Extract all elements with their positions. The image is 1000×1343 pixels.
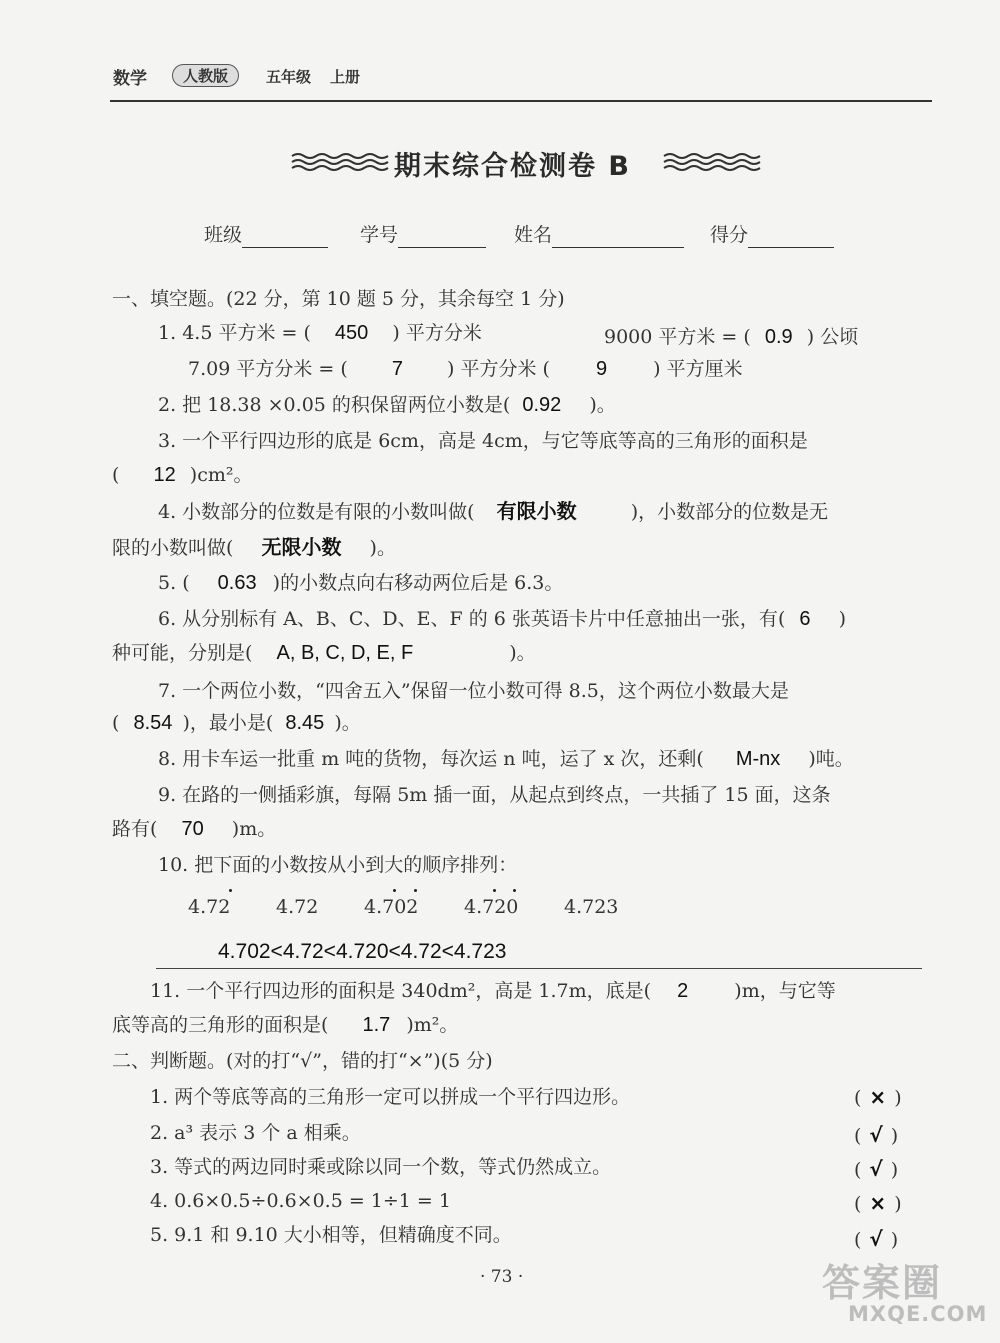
- q11-answer-2: 1.7: [362, 1014, 391, 1036]
- judge-mark-3: ( √ ): [854, 1157, 899, 1181]
- q4-line2: 限的小数叫做( 无限小数 )。: [112, 535, 396, 559]
- q11-answer-1: 2: [677, 980, 689, 1002]
- q10-number-1: 4.72: [188, 896, 231, 918]
- q10-number-2: 4.72: [276, 896, 319, 918]
- judge-mark-5: ( √ ): [854, 1227, 899, 1251]
- title-wave-right-icon: [662, 150, 762, 172]
- q2-answer: 0.92: [522, 394, 562, 416]
- q6-line2: 种可能，分别是( A, B, C, D, E, F )。: [112, 642, 536, 664]
- q1-answer-c1: 7: [391, 358, 403, 380]
- header-volume: 上册: [330, 68, 361, 86]
- q3-line1: 3. 一个平行四边形的底是 6cm，高是 4cm，与它等底等高的三角形的面积是: [158, 430, 808, 452]
- q9-answer: 70: [181, 818, 204, 840]
- q10-answer: 4.702<4.72<4.720<4.72<4.723: [218, 940, 507, 963]
- info-class: 班级: [204, 222, 328, 248]
- judge-mark-1: ( × ): [854, 1085, 902, 1109]
- q7-answer-2: 8.45: [285, 712, 325, 734]
- page-title: 期末综合检测卷 B: [394, 151, 631, 182]
- judge-mark-4: ( × ): [854, 1191, 902, 1215]
- q10-answer-line: [156, 968, 922, 969]
- q3-line2: ( 12 )cm²。: [112, 464, 253, 486]
- repeating-dot: [393, 889, 396, 892]
- q11-line1: 11. 一个平行四边形的面积是 340dm²，高是 1.7m，底是( 2 )m，与它等: [150, 980, 836, 1002]
- q2-line: 2. 把 18.38 ×0.05 的积保留两位小数是( 0.92 )。: [158, 394, 616, 416]
- judge-item-3: 3. 等式的两边同时乘或除以同一个数，等式仍然成立。: [150, 1156, 612, 1178]
- repeating-dot: [414, 889, 417, 892]
- repeating-dot: [229, 889, 232, 892]
- info-score: 得分: [710, 222, 834, 248]
- q9-line1: 9. 在路的一侧插彩旗，每隔 5m 插一面，从起点到终点，一共插了 15 面，这条: [158, 784, 831, 806]
- judge-item-2: 2. a³ 表示 3 个 a 相乘。: [150, 1122, 361, 1144]
- q1-line2: 7.09 平方分米 = ( 7 ) 平方分米 ( 9 ) 平方厘米: [188, 358, 743, 380]
- q1-answer-b: 0.9: [764, 326, 793, 348]
- info-name: 姓名: [514, 222, 684, 248]
- q11-line2: 底等高的三角形的面积是( 1.7 )m²。: [112, 1014, 459, 1036]
- q6-answer-1: 6: [799, 608, 811, 630]
- q10-text: 10. 把下面的小数按从小到大的顺序排列：: [158, 854, 518, 876]
- q4-line1: 4. 小数部分的位数是有限的小数叫做( 有限小数 )，小数部分的位数是无: [158, 499, 829, 523]
- q8-line: 8. 用卡车运一批重 m 吨的货物，每次运 n 吨，运了 x 次，还剩( M-nx )吨。: [158, 748, 854, 770]
- judge-item-4: 4. 0.6×0.5÷0.6×0.5 = 1÷1 = 1: [150, 1190, 451, 1212]
- q7-answer-1: 8.54: [133, 712, 173, 734]
- judge-item-1: 1. 两个等底等高的三角形一定可以拼成一个平行四边形。: [150, 1086, 631, 1108]
- info-number: 学号: [360, 222, 486, 248]
- q8-answer: M-nx: [735, 748, 781, 770]
- watermark-logo: 答案圈: [822, 1261, 943, 1305]
- header-grade: 五年级: [266, 68, 312, 86]
- header-rule: [110, 100, 932, 102]
- q10-number-5: 4.723: [564, 896, 619, 918]
- repeating-dot: [513, 889, 516, 892]
- section2-heading: 二、判断题。(对的打“√”，错的打“×”)(5 分): [112, 1050, 493, 1072]
- header-subject: 数学: [113, 69, 147, 89]
- q3-answer: 12: [153, 464, 176, 486]
- q10-number-3: 4.702: [364, 896, 419, 918]
- header-edition-badge: 人教版: [172, 64, 239, 87]
- section1-heading: 一、填空题。(22 分，第 10 题 5 分，其余每空 1 分): [112, 288, 565, 310]
- repeating-dot: [493, 889, 496, 892]
- q5-line: 5. ( 0.63 )的小数点向右移动两位后是 6.3。: [158, 572, 564, 594]
- q4-answer-2: 无限小数: [261, 535, 342, 559]
- q10-number-4: 4.720: [464, 896, 519, 918]
- q7-line1: 7. 一个两位小数，“四舍五入”保留一位小数可得 8.5，这个两位小数最大是: [158, 680, 789, 702]
- page-number: · 73 ·: [480, 1267, 524, 1287]
- q6-line1: 6. 从分别标有 A、B、C、D、E、F 的 6 张英语卡片中任意抽出一张，有( 6 ): [158, 608, 846, 630]
- title-wave-left-icon: [290, 150, 390, 172]
- q1-answer-a: 450: [334, 322, 369, 344]
- q5-answer: 0.63: [217, 572, 257, 594]
- judge-mark-2: ( √ ): [854, 1123, 899, 1147]
- q4-answer-1: 有限小数: [496, 499, 577, 523]
- q1-line1b: 9000 平方米 = ( 0.9 ) 公顷: [604, 326, 859, 348]
- q1-answer-c2: 9: [596, 358, 608, 380]
- q9-line2: 路有( 70 )m。: [112, 818, 277, 840]
- q7-line2: ( 8.54 )，最小是( 8.45 )。: [112, 712, 361, 734]
- q1-line1: 1. 4.5 平方米 = ( 450 ) 平方分米: [158, 322, 482, 344]
- q6-answer-2: A, B, C, D, E, F: [276, 642, 414, 664]
- watermark-url: MXQE.COM: [848, 1302, 988, 1326]
- judge-item-5: 5. 9.1 和 9.10 大小相等，但精确度不同。: [150, 1224, 512, 1246]
